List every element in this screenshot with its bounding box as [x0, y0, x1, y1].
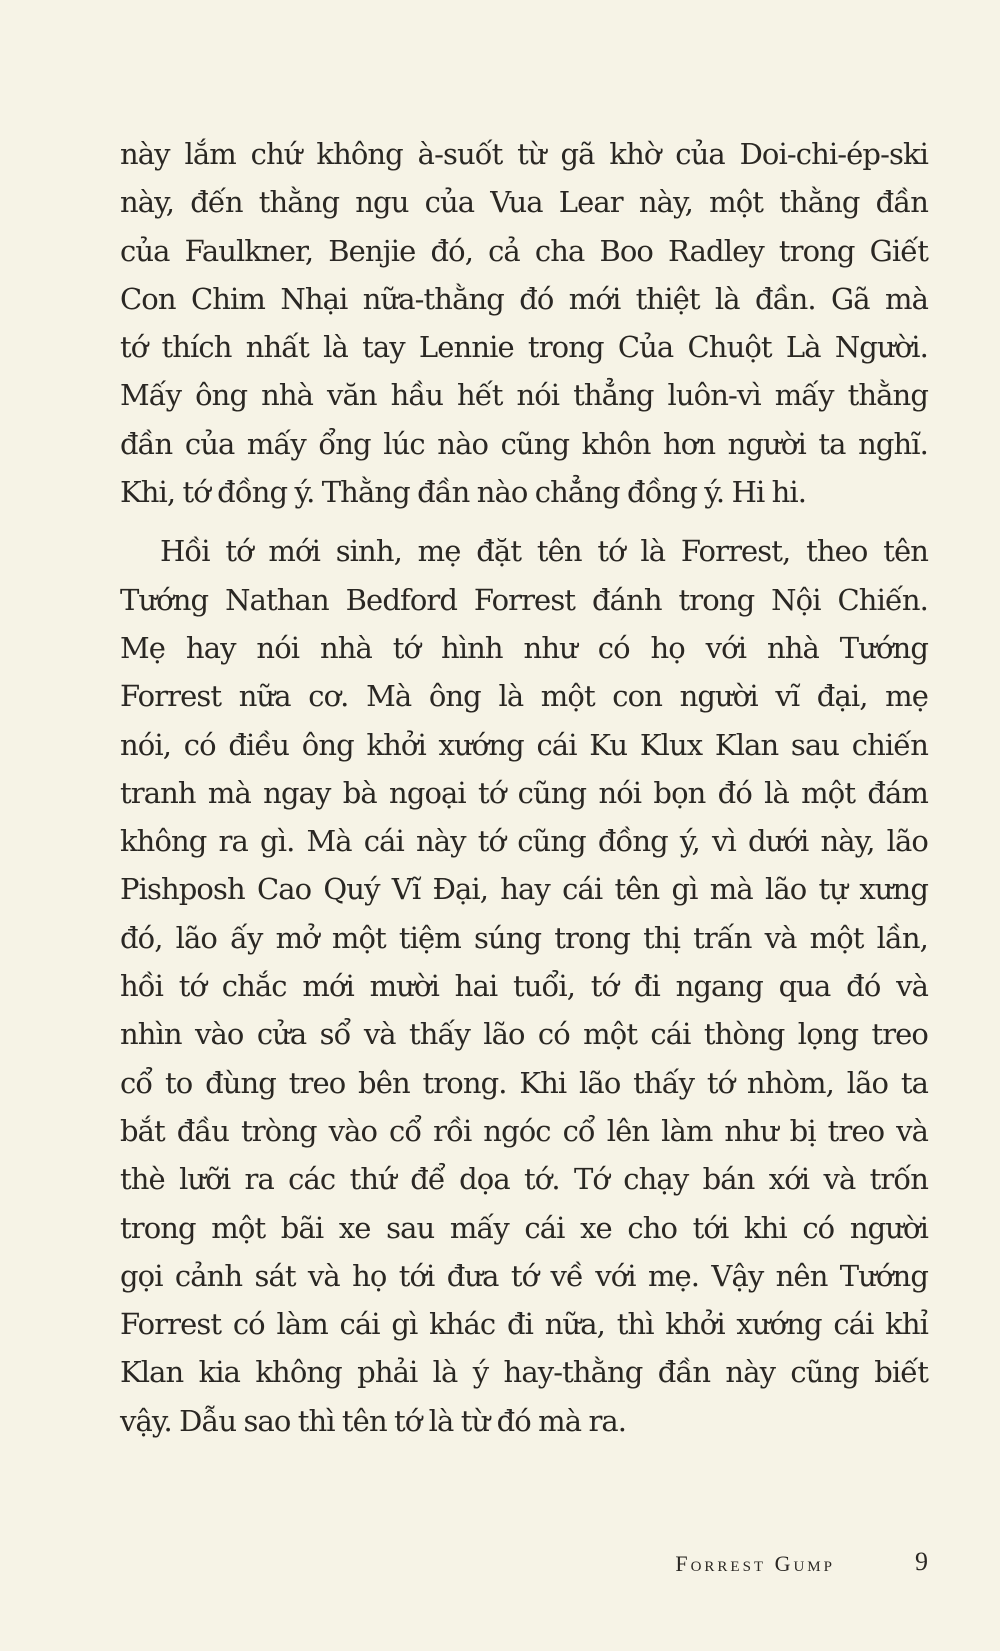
- text-line: không ra gì. Mà cái này tớ cũng đồng ý, vì dưới này, lão: [120, 824, 928, 859]
- text-line: trong một bãi xe sau mấy cái xe cho tới khi có người: [120, 1210, 928, 1245]
- text-line: này lắm chứ không à-suốt từ gã khờ của Doi-chi-ép-ski: [120, 137, 928, 171]
- text-line: của Faulkner, Benjie đó, cả cha Boo Radley trong Giết: [120, 233, 928, 268]
- text-line: bắt đầu tròng vào cổ rồi ngóc cổ lên làm như bị treo và: [120, 1113, 928, 1148]
- text-line: Pishposh Cao Quý Vĩ Đại, hay cái tên gì mà lão tự xưng: [120, 872, 928, 907]
- text-line: này, đến thằng ngu của Vua Lear này, một thằng đần: [120, 185, 928, 220]
- text-line: Khi, tớ đồng ý. Thằng đần nào chẳng đồng ý. Hi hi.: [120, 475, 807, 510]
- text-line: Mẹ hay nói nhà tớ hình như có họ với nhà Tướng: [120, 630, 928, 665]
- paragraph-1: [120, 130, 928, 516]
- text-line: Forrest có làm cái gì khác đi nữa, thì khởi xướng cái khỉ: [120, 1307, 928, 1342]
- page-footer: [0, 1547, 1000, 1591]
- text-line: Con Chim Nhại nữa-thằng đó mới thiệt là đần. Gã mà: [120, 281, 928, 316]
- paragraph-2: [120, 527, 928, 1445]
- text-line: cổ to đùng treo bên trong. Khi lão thấy tớ nhòm, lão ta: [120, 1065, 928, 1100]
- text-line: nhìn vào cửa sổ và thấy lão có một cái thòng lọng treo: [120, 1017, 928, 1052]
- text-line: Tướng Nathan Bedford Forrest đánh trong Nội Chiến.: [120, 582, 928, 617]
- text-line: đần của mấy ổng lúc nào cũng khôn hơn người ta nghĩ.: [120, 426, 928, 461]
- text-line: Hồi tớ mới sinh, mẹ đặt tên tớ là Forrest, theo tên: [160, 534, 928, 569]
- text-line: hồi tớ chắc mới mười hai tuổi, tớ đi ngang qua đó và: [120, 969, 928, 1004]
- text-line: tớ thích nhất là tay Lennie trong Của Chuột Là Người.: [120, 330, 928, 365]
- body-text: [120, 130, 928, 1445]
- paragraph-gap: [120, 516, 928, 527]
- page-number: 9: [915, 1547, 928, 1576]
- text-line: Klan kia không phải là ý hay-thằng đần này cũng biết: [120, 1355, 928, 1390]
- text-line: nói, có điều ông khởi xướng cái Ku Klux Klan sau chiến: [120, 727, 928, 762]
- text-line: Forrest nữa cơ. Mà ông là một con người vĩ đại, mẹ: [120, 679, 928, 714]
- text-line: thè lưỡi ra các thứ để dọa tớ. Tớ chạy bán xới và trốn: [120, 1162, 928, 1197]
- text-line: tranh mà ngay bà ngoại tớ cũng nói bọn đó là một đám: [120, 775, 928, 810]
- text-line: đó, lão ấy mở một tiệm súng trong thị trấn và một lần,: [120, 920, 928, 955]
- running-head: Forrest Gump: [675, 1551, 835, 1576]
- text-line: vậy. Dẫu sao thì tên tớ là từ đó mà ra.: [120, 1403, 627, 1438]
- text-line: Mấy ông nhà văn hầu hết nói thẳng luôn-vì mấy thằng: [120, 378, 928, 413]
- text-line: gọi cảnh sát và họ tới đưa tớ về với mẹ. Vậy nên Tướng: [120, 1258, 928, 1293]
